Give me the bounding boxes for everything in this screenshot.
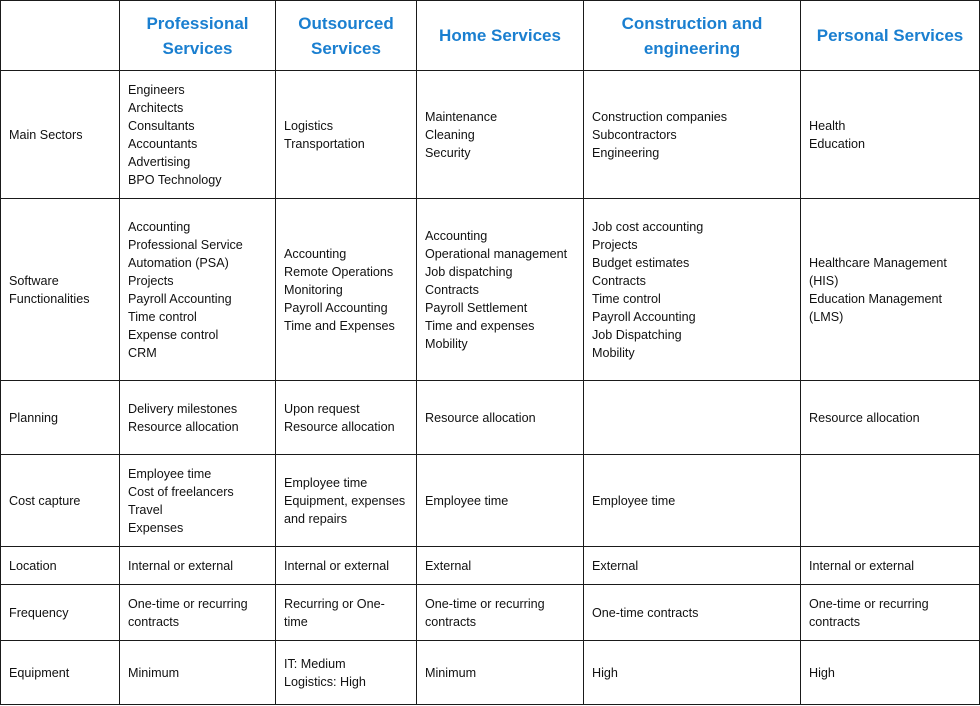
header-professional-services [120, 1, 276, 71]
cell-line: Payroll Accounting [592, 309, 696, 324]
row-label [1, 641, 120, 705]
table-row [1, 199, 980, 381]
cell-line: Equipment, expenses [284, 493, 406, 508]
cell-line: Cost of freelancers [128, 484, 234, 499]
cell-line: Engineering [592, 145, 660, 160]
header-line: Personal Services [816, 26, 964, 45]
cell-line: Minimum [425, 665, 477, 680]
cell-line: Education [809, 136, 866, 151]
cell-personal-services [801, 71, 980, 199]
cell-line: Education Management [809, 291, 943, 306]
row-label [1, 71, 120, 199]
cell-line: Accounting [425, 228, 488, 243]
cell-line: Construction companies [592, 109, 728, 124]
cell-line: Logistics: High [284, 674, 366, 689]
cell-construction-engineering [584, 585, 801, 641]
cell-line: Logistics [284, 118, 333, 133]
cell-line: (LMS) [809, 309, 844, 324]
cell-line: Internal or external [809, 558, 915, 573]
cell-line: Mobility [425, 336, 468, 351]
cell-home-services [417, 585, 584, 641]
header-line: Services [311, 38, 381, 58]
cell-line: Payroll Accounting [284, 300, 388, 315]
cell-line: Automation (PSA) [128, 255, 229, 270]
cell-line: contracts [425, 614, 477, 629]
cell-professional-services [120, 455, 276, 547]
cell-line: contracts [809, 614, 861, 629]
cell-line: Healthcare Management [809, 255, 947, 270]
table-row [1, 455, 980, 547]
cell-line: Contracts [592, 273, 646, 288]
cell-line: Security [425, 145, 471, 160]
cell-professional-services [120, 71, 276, 199]
cell-professional-services [120, 547, 276, 585]
cell-line: Employee time [425, 493, 509, 508]
cell-line: Upon request [284, 401, 360, 416]
header-outsourced-services [276, 1, 417, 71]
cell-line: Subcontractors [592, 127, 677, 142]
cell-line: Time control [592, 291, 661, 306]
row-label-line: Frequency [9, 605, 69, 620]
cell-line: Accounting [128, 219, 191, 234]
cell-line: Accounting [284, 246, 347, 261]
cell-home-services [417, 641, 584, 705]
cell-line: High [592, 665, 618, 680]
cell-line: Health [809, 118, 846, 133]
cell-line: External [592, 558, 639, 573]
header-line: Home Services [439, 26, 561, 45]
table-row [1, 585, 980, 641]
cell-line: contracts [128, 614, 180, 629]
row-label [1, 455, 120, 547]
row-label [1, 199, 120, 381]
cell-outsourced-services [276, 547, 417, 585]
row-label-line: Functionalities [9, 291, 90, 306]
cell-home-services [417, 199, 584, 381]
cell-line: Time and Expenses [284, 318, 395, 333]
cell-line: Advertising [128, 154, 191, 169]
cell-line: Architects [128, 100, 184, 115]
cell-line: Employee time [284, 475, 368, 490]
cell-outsourced-services [276, 641, 417, 705]
header-construction-engineering [584, 1, 801, 71]
cell-outsourced-services [276, 71, 417, 199]
cell-line: Cleaning [425, 127, 475, 142]
cell-outsourced-services [276, 585, 417, 641]
row-label [1, 547, 120, 585]
cell-line: and repairs [284, 511, 348, 526]
cell-professional-services [120, 641, 276, 705]
table-row [1, 381, 980, 455]
row-label [1, 585, 120, 641]
cell-line: Engineers [128, 82, 185, 97]
cell-line: Budget estimates [592, 255, 690, 270]
cell-construction-engineering [584, 455, 801, 547]
header-line: Services [162, 38, 233, 58]
cell-line: One-time contracts [592, 605, 699, 620]
cell-line: Projects [128, 273, 174, 288]
cell-line: Time control [128, 309, 197, 324]
table-row [1, 71, 980, 199]
header-line: engineering [643, 38, 741, 58]
header-corner [1, 1, 120, 71]
cell-line: Internal or external [128, 558, 234, 573]
cell-line: time [284, 614, 308, 629]
cell-outsourced-services [276, 381, 417, 455]
cell-line: CRM [128, 345, 157, 360]
cell-professional-services [120, 585, 276, 641]
cell-home-services [417, 455, 584, 547]
cell-line: Contracts [425, 282, 479, 297]
cell-line: Consultants [128, 118, 195, 133]
cell-line: Mobility [592, 345, 635, 360]
cell-personal-services [801, 381, 980, 455]
cell-home-services [417, 71, 584, 199]
cell-construction-engineering [584, 381, 801, 455]
header-home-services [417, 1, 584, 71]
cell-line: Projects [592, 237, 638, 252]
cell-professional-services [120, 381, 276, 455]
table-row [1, 641, 980, 705]
cell-line: Payroll Accounting [128, 291, 232, 306]
cell-line: Delivery milestones [128, 401, 238, 416]
cell-line: Expense control [128, 327, 219, 342]
cell-personal-services [801, 455, 980, 547]
cell-line: Employee time [592, 493, 676, 508]
cell-line: Resource allocation [425, 410, 536, 425]
row-label [1, 381, 120, 455]
header-line: Professional [146, 13, 249, 33]
cell-personal-services [801, 547, 980, 585]
cell-line: Remote Operations [284, 264, 394, 279]
cell-line: One-time or recurring [809, 596, 929, 611]
cell-line: High [809, 665, 835, 680]
cell-line: IT: Medium [284, 656, 346, 671]
cell-personal-services [801, 199, 980, 381]
cell-line: Resource allocation [128, 419, 239, 434]
cell-line: Recurring or One- [284, 596, 385, 611]
cell-outsourced-services [276, 199, 417, 381]
table-body [1, 71, 980, 705]
cell-line: Employee time [128, 466, 212, 481]
cell-line: Transportation [284, 136, 365, 151]
header-line: Construction and [621, 13, 763, 33]
cell-line: External [425, 558, 472, 573]
cell-line: Resource allocation [284, 419, 395, 434]
cell-line: One-time or recurring [128, 596, 248, 611]
row-label-line: Software [9, 273, 59, 288]
header-line: Outsourced [298, 13, 394, 33]
row-label-line: Cost capture [9, 493, 81, 508]
cell-line: Internal or external [284, 558, 390, 573]
cell-home-services [417, 381, 584, 455]
cell-outsourced-services [276, 455, 417, 547]
cell-line: Job Dispatching [592, 327, 682, 342]
cell-personal-services [801, 641, 980, 705]
cell-line: Minimum [128, 665, 180, 680]
header-row [1, 1, 980, 71]
cell-construction-engineering [584, 547, 801, 585]
row-label-line: Planning [9, 410, 59, 425]
cell-line: Job dispatching [425, 264, 513, 279]
cell-line: Monitoring [284, 282, 343, 297]
header-personal-services [801, 1, 980, 71]
cell-line: Payroll Settlement [425, 300, 528, 315]
cell-line: Time and expenses [425, 318, 535, 333]
cell-line: (HIS) [809, 273, 839, 288]
cell-line: Job cost accounting [592, 219, 704, 234]
table-row [1, 547, 980, 585]
cell-line: Expenses [128, 520, 184, 535]
cell-line: One-time or recurring [425, 596, 545, 611]
cell-line: BPO Technology [128, 172, 222, 187]
cell-professional-services [120, 199, 276, 381]
cell-line: Resource allocation [809, 410, 920, 425]
cell-line: Maintenance [425, 109, 498, 124]
cell-line: Professional Service [128, 237, 243, 252]
cell-line: Accountants [128, 136, 198, 151]
row-label-line: Equipment [9, 665, 70, 680]
cell-personal-services [801, 585, 980, 641]
cell-construction-engineering [584, 71, 801, 199]
cell-line: Operational management [425, 246, 568, 261]
row-label-line: Location [9, 558, 57, 573]
row-label-line: Main Sectors [9, 127, 83, 142]
cell-line: Travel [128, 502, 163, 517]
cell-home-services [417, 547, 584, 585]
cell-construction-engineering [584, 641, 801, 705]
cell-construction-engineering [584, 199, 801, 381]
